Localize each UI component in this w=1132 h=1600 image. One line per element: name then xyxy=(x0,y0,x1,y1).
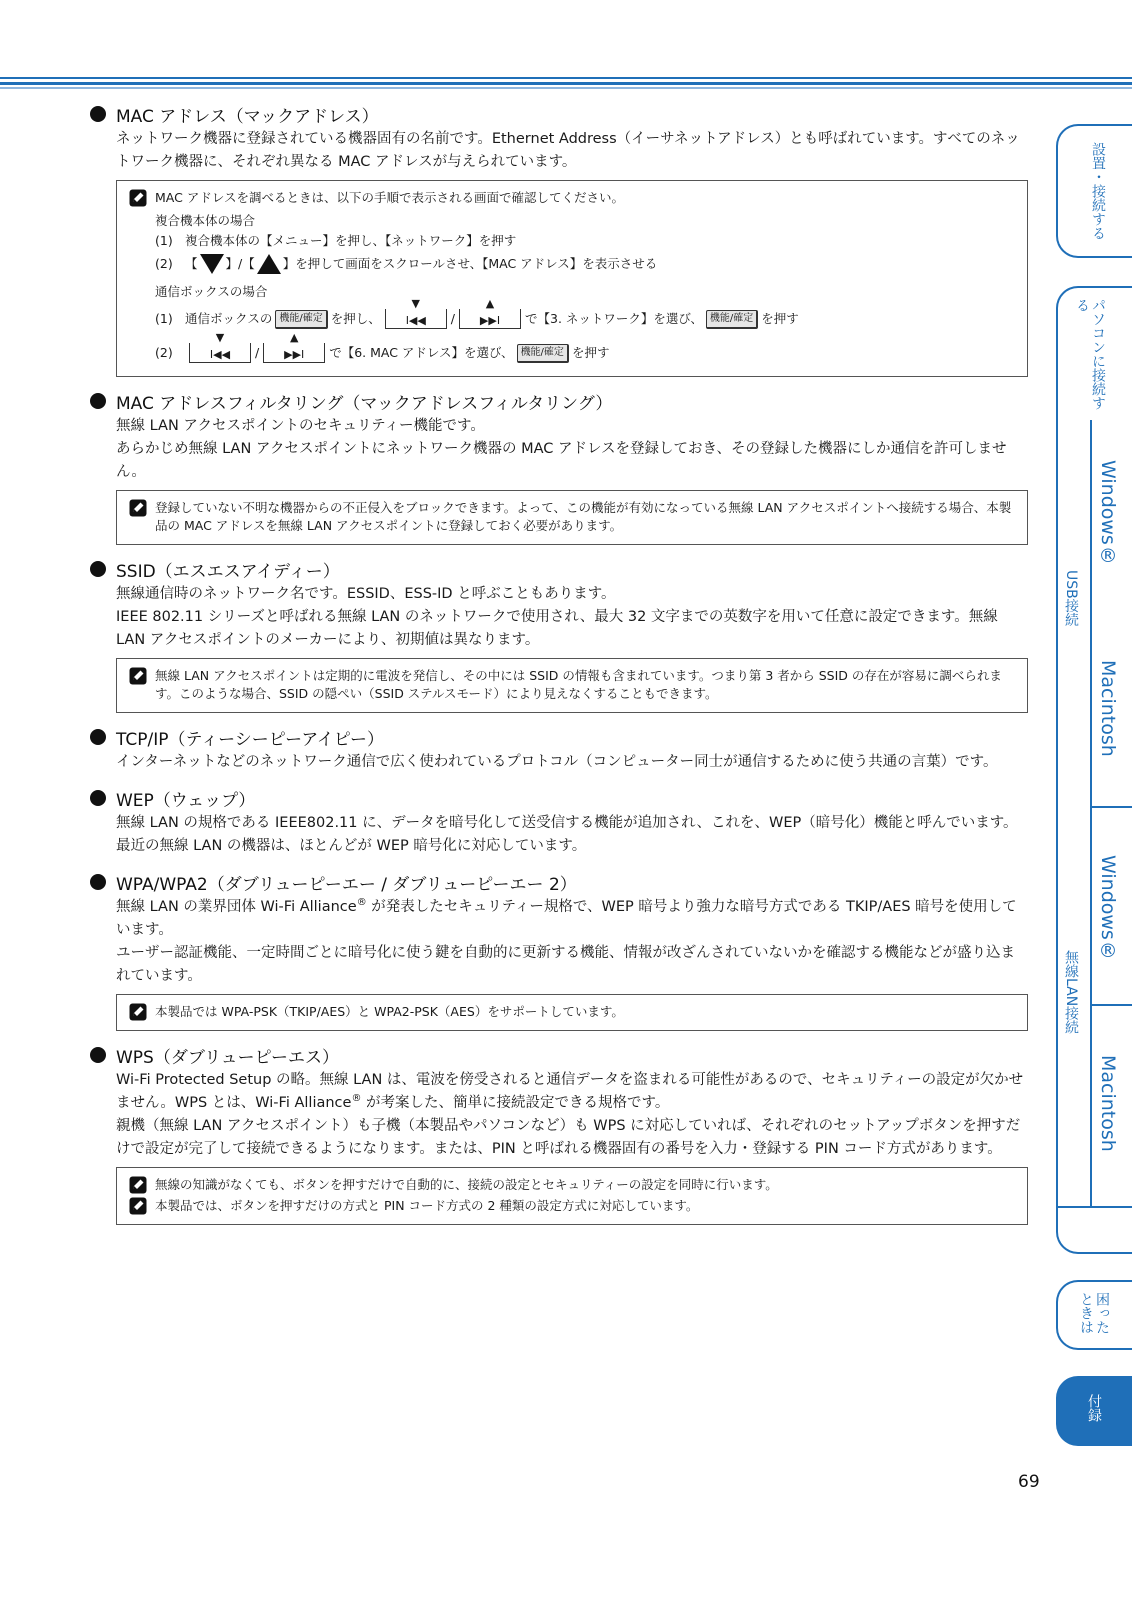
page-number: 69 xyxy=(1018,1472,1040,1492)
paragraph: Wi-Fi Protected Setup の略。無線 LAN は、電波を傍受されると通信データを盗まれる可能性があるので、セキュリティーの設定が欠かせません。WPS とは、Wi-Fi Alliance® が考案した、簡単に接続設定できる規格です。 xyxy=(116,1072,1024,1111)
tab-trouble[interactable] xyxy=(1056,1280,1132,1350)
tab-connection-group xyxy=(1056,410,1132,1254)
tab-wlan-windows[interactable]: Windows® xyxy=(1097,855,1119,962)
tab-pc[interactable] xyxy=(1056,286,1132,416)
registered-mark: ® xyxy=(351,1093,362,1105)
note-text: 無線 LAN アクセスポイントは定期的に電波を発信し、その中には SSID の情報も含まれています。つまり第 3 者から SSID の存在が容易に調べられます。このような場合、SSID の隠ぺい（SSID ステルスモード）により見えなくすることもできます。 xyxy=(155,668,1002,701)
up-arrow-icon: ▲ xyxy=(485,297,495,310)
note-box xyxy=(116,1167,1028,1225)
memo-pencil-icon xyxy=(129,1197,147,1215)
step: (1) 通信ボックスの 機能/確定 を押し、 ▼ I◀◀ / ▲ ▶▶I で【3. ネットワーク】を選び、 機能/確定 を押す xyxy=(155,302,1017,336)
subheading-mfc: 複合機本体の場合 xyxy=(155,213,256,228)
function-ok-key: 機能/確定 xyxy=(706,310,758,329)
chapter-tabs xyxy=(1032,0,1132,1600)
note-text: 本製品では、ボタンを押すだけの方式と PIN コード方式の 2 種類の設定方式に対応しています。 xyxy=(155,1198,699,1213)
header-rule-middle xyxy=(0,82,1132,85)
tab-usb-macintosh[interactable]: Macintosh xyxy=(1097,660,1119,757)
tab-setup[interactable] xyxy=(1056,124,1132,258)
step: (2) 【 】/【 】を押して画面をスクロールさせ、【MAC アドレス】を表示させる xyxy=(155,251,1017,277)
bullet-icon xyxy=(90,874,106,890)
note-text: MAC アドレスを調べるときは、以下の手順で表示される画面で確認してください。 xyxy=(155,190,624,205)
section-wpa xyxy=(90,868,1028,1031)
paragraph: IEEE 802.11 シリーズと呼ばれる無線 LAN のネットワークで使用され、最大 32 文字までの英数字を用いて任意に設定できます。無線 LAN アクセスポイントのメーカーにより、初期値は異なります。 xyxy=(116,609,998,648)
section-title: WPA/WPA2（ダブリューピーエー / ダブリューピーエー 2） xyxy=(116,874,577,895)
down-triangle-icon xyxy=(200,254,224,274)
registered-mark: ® xyxy=(356,897,367,909)
memo-pencil-icon xyxy=(129,499,147,517)
subheading-box: 通信ボックスの場合 xyxy=(155,284,268,299)
paragraph: 無線通信時のネットワーク名です。ESSID、ESS-ID と呼ぶこともあります。 xyxy=(116,586,616,602)
section-wep xyxy=(90,784,1028,858)
prev-key xyxy=(189,331,251,363)
bullet-icon xyxy=(90,1047,106,1063)
skip-back-icon: I◀◀ xyxy=(209,348,231,361)
paragraph: 最近の無線 LAN の機器は、ほとんどが WEP 暗号化に対応しています。 xyxy=(116,838,587,854)
note-box xyxy=(116,658,1028,713)
tab-group-wlan: 無線LAN接続 xyxy=(1063,950,1079,1035)
paragraph: 無線 LAN の規格である IEEE802.11 に、データを暗号化して送受信する機能が追加され、これを、WEP（暗号化）機能と呼んでいます。 xyxy=(116,815,1018,831)
next-key xyxy=(459,297,521,329)
tab-label: パソコンに接続する xyxy=(1074,298,1106,410)
tab-wlan-macintosh[interactable]: Macintosh xyxy=(1097,1055,1119,1152)
note-box xyxy=(116,180,1028,377)
bullet-icon xyxy=(90,790,106,806)
note-box xyxy=(116,994,1028,1031)
header-rule-bottom xyxy=(0,87,1132,89)
tab-label: 困ったときは xyxy=(1078,1292,1110,1334)
function-ok-key: 機能/確定 xyxy=(517,344,569,363)
paragraph: 親機（無線 LAN アクセスポイント）も子機（本製品やパソコンなど）も WPS に対応していれば、それぞれのセットアップボタンを押すだけで設定が完了して接続できるようになります。または、PIN と呼ばれる機器固有の番号を入力・登録する PIN コード方式があります。 xyxy=(116,1118,1021,1157)
paragraph: ネットワーク機器に登録されている機器固有の名前です。Ethernet Address（イーサネットアドレス）とも呼ばれています。すべてのネットワーク機器に、それぞれ異なる MAC アドレスが与えられています。 xyxy=(116,131,1020,170)
step: (2) ▼ I◀◀ / ▲ ▶▶I で【6. MAC アドレス】を選び、 機能/確定 を押す xyxy=(155,336,1017,370)
section-tcpip xyxy=(90,723,1028,774)
note-text: 本製品では WPA-PSK（TKIP/AES）と WPA2-PSK（AES）をサポートしています。 xyxy=(155,1004,624,1019)
down-arrow-icon: ▼ xyxy=(411,297,421,310)
skip-forward-icon: ▶▶I xyxy=(284,348,305,361)
section-title: MAC アドレス（マックアドレス） xyxy=(116,106,379,127)
next-key xyxy=(263,331,325,363)
tab-group-usb: USB接続 xyxy=(1063,570,1079,627)
section-title: SSID（エスエスアイディー） xyxy=(116,561,340,582)
prev-key xyxy=(385,297,447,329)
note-text: 登録していない不明な機器からの不正侵入をブロックできます。よって、この機能が有効になっている無線 LAN アクセスポイントへ接続する場合、本製品の MAC アドレスを無線 LAN アクセスポイントに登録しておく必要があります。 xyxy=(155,500,1012,533)
memo-pencil-icon xyxy=(129,667,147,685)
section-ssid xyxy=(90,555,1028,713)
section-title: WPS（ダブリューピーエス） xyxy=(116,1047,339,1068)
section-wps xyxy=(90,1041,1028,1225)
section-title: WEP（ウェップ） xyxy=(116,790,256,811)
memo-pencil-icon xyxy=(129,189,147,207)
note-box xyxy=(116,490,1028,545)
bullet-icon xyxy=(90,729,106,745)
bullet-icon xyxy=(90,106,106,122)
section-mac-address xyxy=(90,100,1028,377)
tab-label: 設置・接続する xyxy=(1090,142,1106,240)
section-title: MAC アドレスフィルタリング（マックアドレスフィルタリング） xyxy=(116,393,613,414)
tab-appendix[interactable] xyxy=(1056,1376,1132,1446)
step: (1) 複合機本体の【メニュー】を押し、【ネットワーク】を押す xyxy=(155,233,517,248)
section-title: TCP/IP（ティーシーピーアイピー） xyxy=(116,729,385,750)
up-arrow-icon: ▲ xyxy=(289,331,299,344)
paragraph: 無線 LAN の業界団体 Wi-Fi Alliance® が発表したセキュリティー規格で、WEP 暗号より強力な暗号方式である TKIP/AES 暗号を使用しています。 xyxy=(116,897,1017,938)
down-arrow-icon: ▼ xyxy=(215,331,225,344)
header-rule-top xyxy=(0,77,1132,79)
memo-pencil-icon xyxy=(129,1176,147,1194)
paragraph: あらかじめ無線 LAN アクセスポイントにネットワーク機器の MAC アドレスを登録しておき、その登録した機器にしか通信を許可しません。 xyxy=(116,441,1007,480)
up-triangle-icon xyxy=(257,254,281,274)
tab-usb-windows[interactable]: Windows® xyxy=(1097,460,1119,567)
paragraph: ユーザー認証機能、一定時間ごとに暗号化に使う鍵を自動的に更新する機能、情報が改ざんされていないかを確認する機能などが盛り込まれています。 xyxy=(116,945,1015,984)
paragraph: 無線 LAN アクセスポイントのセキュリティー機能です。 xyxy=(116,418,485,434)
bullet-icon xyxy=(90,393,106,409)
memo-pencil-icon xyxy=(129,1003,147,1021)
glossary-content xyxy=(90,100,1028,1235)
skip-forward-icon: ▶▶I xyxy=(479,314,501,327)
note-text: 無線の知識がなくても、ボタンを押すだけで自動的に、接続の設定とセキュリティーの設定を同時に行います。 xyxy=(155,1177,778,1192)
bullet-icon xyxy=(90,561,106,577)
tab-label: 付録 xyxy=(1086,1394,1102,1422)
paragraph: インターネットなどのネットワーク通信で広く使われているプロトコル（コンピューター同士が通信するために使う共通の言葉）です。 xyxy=(116,754,998,770)
skip-back-icon: I◀◀ xyxy=(405,314,426,327)
function-ok-key: 機能/確定 xyxy=(275,310,327,329)
section-mac-filtering xyxy=(90,387,1028,545)
